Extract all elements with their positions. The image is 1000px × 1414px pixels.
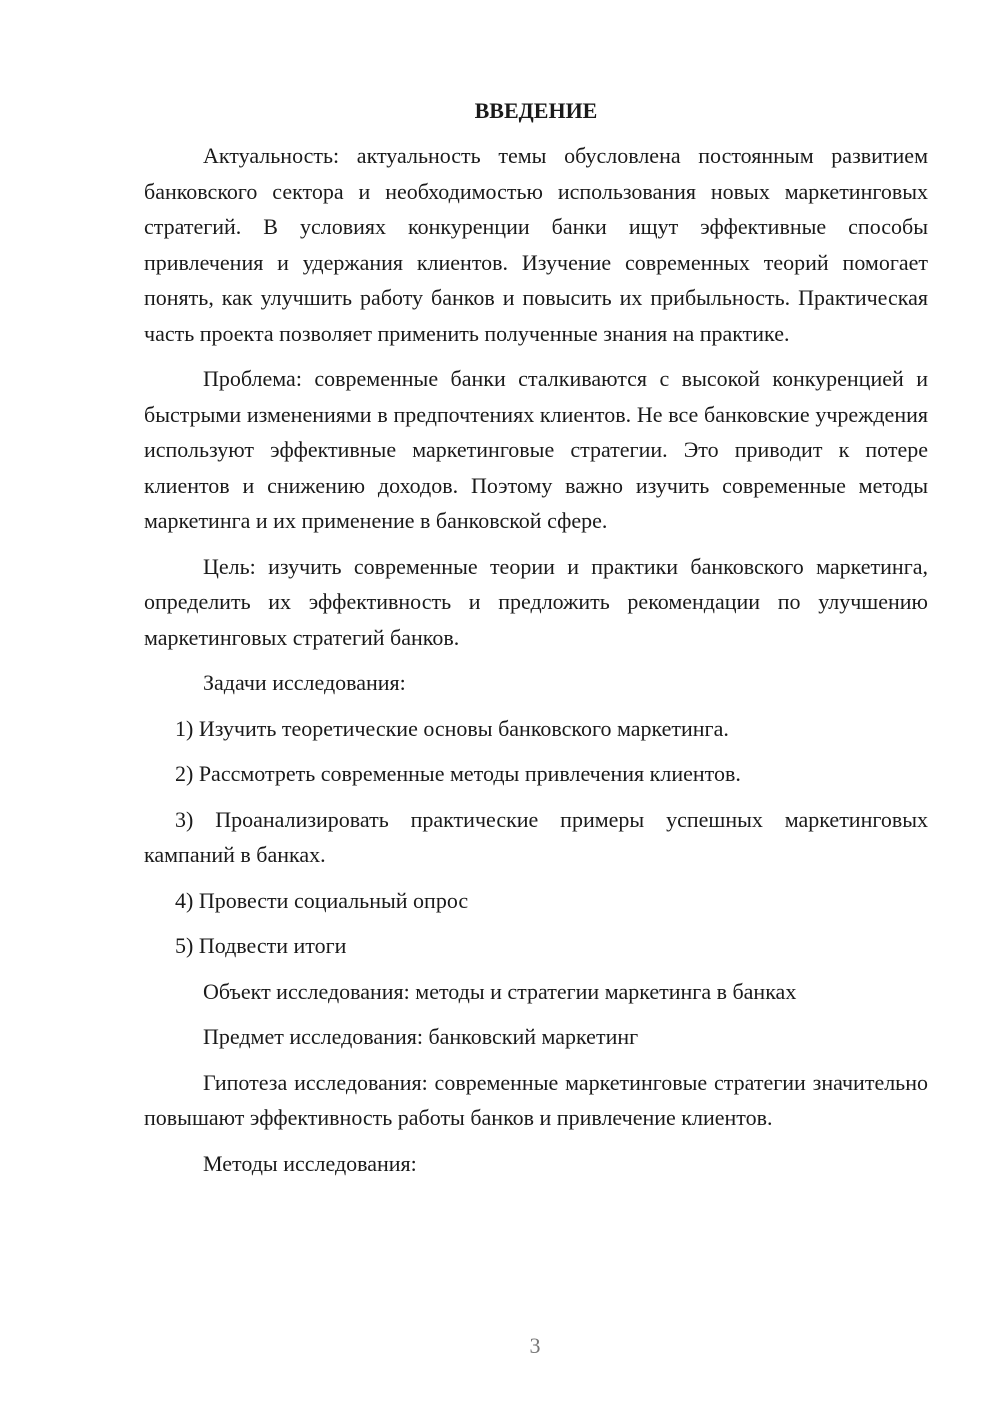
- paragraph-relevance: Актуальность: актуальность темы обусловлена постоянным развитием банковского сектора и необходимостью использования новых маркетинговых стратегий. В условиях конкуренции банки ищут эффективные способы привлечения и удержания клиентов. Изучение современных теорий помогает понять, как улучшить работу банков и повысить их прибыльность. Практическая часть проекта позволяет применить полученные знания на практике.: [144, 143, 928, 346]
- paragraph-problem: Проблема: современные банки сталкиваются с высокой конкуренцией и быстрыми изменениями в предпочтениях клиентов. Не все банковские учреждения используют эффективные маркетинговые стратегии. Это приводит к потере клиентов и снижению доходов. Поэтому важно изучить современные методы маркетинга и их применение в банковской сфере.: [144, 366, 928, 533]
- methods-title: Методы исследования:: [203, 1150, 417, 1176]
- paragraph-hypothesis: Гипотеза исследования: современные маркетинговые стратегии значительно повышают эффективность работы банков и привлечение клиентов.: [144, 1069, 928, 1130]
- task-item: 3) Проанализировать практические примеры успешных маркетинговых кампаний в банках.: [144, 806, 928, 867]
- page-content: [144, 96, 928, 1191]
- page-number: 3: [529, 1333, 541, 1358]
- task-item: 1) Изучить теоретические основы банковского маркетинга.: [175, 715, 729, 741]
- paragraph-subject: Предмет исследования: банковский маркетинг: [203, 1024, 639, 1049]
- paragraph-object: Объект исследования: методы и стратегии маркетинга в банках: [203, 978, 797, 1004]
- paragraph-goal: Цель: изучить современные теории и практики банковского маркетинга, определить их эффективность и предложить рекомендации по улучшению маркетинговых стратегий банков.: [144, 553, 928, 650]
- section-heading: ВВЕДЕНИЕ: [474, 98, 598, 123]
- task-item: 5) Подвести итоги: [175, 933, 347, 958]
- task-item: 2) Рассмотреть современные методы привлечения клиентов.: [175, 761, 741, 786]
- tasks-title: Задачи исследования:: [203, 670, 406, 695]
- task-item: 4) Провести социальный опрос: [175, 887, 469, 913]
